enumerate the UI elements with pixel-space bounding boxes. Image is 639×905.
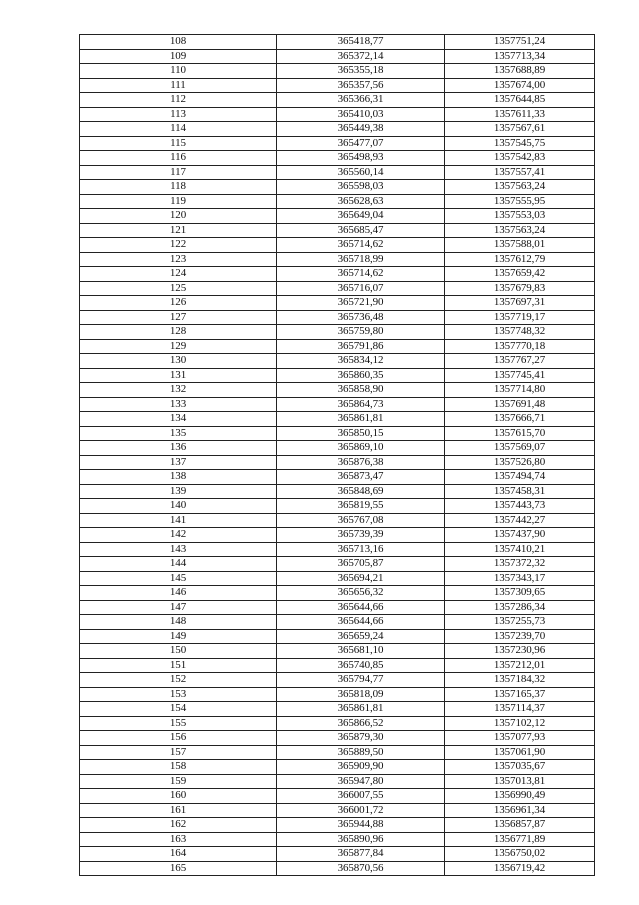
y-coordinate-cell: 1357165,37 — [445, 687, 595, 702]
table-row — [80, 760, 595, 775]
table-row — [80, 586, 595, 601]
point-number-cell: 111 — [80, 78, 277, 93]
point-number-cell: 123 — [80, 252, 277, 267]
point-number-cell: 112 — [80, 93, 277, 108]
table-row — [80, 122, 595, 137]
y-coordinate-cell: 1357526,80 — [445, 455, 595, 470]
x-coordinate-cell: 365736,48 — [277, 310, 445, 325]
y-coordinate-cell: 1357061,90 — [445, 745, 595, 760]
x-coordinate-cell: 365498,93 — [277, 151, 445, 166]
table-row — [80, 644, 595, 659]
point-number-cell: 159 — [80, 774, 277, 789]
x-coordinate-cell: 365850,15 — [277, 426, 445, 441]
table-row — [80, 310, 595, 325]
x-coordinate-cell: 366007,55 — [277, 789, 445, 804]
point-number-cell: 153 — [80, 687, 277, 702]
point-number-cell: 155 — [80, 716, 277, 731]
y-coordinate-cell: 1357553,03 — [445, 209, 595, 224]
x-coordinate-cell: 365649,04 — [277, 209, 445, 224]
table-row — [80, 252, 595, 267]
table-row — [80, 194, 595, 209]
table-row — [80, 107, 595, 122]
y-coordinate-cell: 1357443,73 — [445, 499, 595, 514]
x-coordinate-cell: 365759,80 — [277, 325, 445, 340]
x-coordinate-cell: 365740,85 — [277, 658, 445, 673]
table-row — [80, 847, 595, 862]
x-coordinate-cell: 365716,07 — [277, 281, 445, 296]
table-row — [80, 325, 595, 340]
table-row — [80, 658, 595, 673]
x-coordinate-cell: 365876,38 — [277, 455, 445, 470]
y-coordinate-cell: 1357239,70 — [445, 629, 595, 644]
table-row — [80, 339, 595, 354]
table-row — [80, 180, 595, 195]
y-coordinate-cell: 1357767,27 — [445, 354, 595, 369]
y-coordinate-cell: 1357563,24 — [445, 223, 595, 238]
table-row — [80, 832, 595, 847]
y-coordinate-cell: 1357745,41 — [445, 368, 595, 383]
y-coordinate-cell: 1357612,79 — [445, 252, 595, 267]
y-coordinate-cell: 1357212,01 — [445, 658, 595, 673]
table-row — [80, 818, 595, 833]
y-coordinate-cell: 1356750,02 — [445, 847, 595, 862]
x-coordinate-cell: 365659,24 — [277, 629, 445, 644]
table-row — [80, 281, 595, 296]
y-coordinate-cell: 1357184,32 — [445, 673, 595, 688]
y-coordinate-cell: 1357666,71 — [445, 412, 595, 427]
y-coordinate-cell: 1357611,33 — [445, 107, 595, 122]
y-coordinate-cell: 1357343,17 — [445, 571, 595, 586]
point-number-cell: 136 — [80, 441, 277, 456]
point-number-cell: 154 — [80, 702, 277, 717]
y-coordinate-cell: 1357691,48 — [445, 397, 595, 412]
y-coordinate-cell: 1357410,21 — [445, 542, 595, 557]
x-coordinate-cell: 365410,03 — [277, 107, 445, 122]
table-row — [80, 745, 595, 760]
y-coordinate-cell: 1356857,87 — [445, 818, 595, 833]
x-coordinate-cell: 365644,66 — [277, 615, 445, 630]
point-number-cell: 164 — [80, 847, 277, 862]
point-number-cell: 148 — [80, 615, 277, 630]
x-coordinate-cell: 365628,63 — [277, 194, 445, 209]
point-number-cell: 161 — [80, 803, 277, 818]
point-number-cell: 109 — [80, 49, 277, 64]
y-coordinate-cell: 1357286,34 — [445, 600, 595, 615]
point-number-cell: 146 — [80, 586, 277, 601]
x-coordinate-cell: 365477,07 — [277, 136, 445, 151]
y-coordinate-cell: 1357437,90 — [445, 528, 595, 543]
table-row — [80, 542, 595, 557]
table-row — [80, 426, 595, 441]
table-row — [80, 716, 595, 731]
x-coordinate-cell: 365947,80 — [277, 774, 445, 789]
point-number-cell: 119 — [80, 194, 277, 209]
x-coordinate-cell: 365869,10 — [277, 441, 445, 456]
table-row — [80, 528, 595, 543]
table-row — [80, 35, 595, 50]
x-coordinate-cell: 365355,18 — [277, 64, 445, 79]
point-number-cell: 149 — [80, 629, 277, 644]
coordinates-table-body — [80, 35, 595, 876]
table-row — [80, 455, 595, 470]
table-row — [80, 136, 595, 151]
y-coordinate-cell: 1357542,83 — [445, 151, 595, 166]
y-coordinate-cell: 1357569,07 — [445, 441, 595, 456]
x-coordinate-cell: 365718,99 — [277, 252, 445, 267]
y-coordinate-cell: 1357013,81 — [445, 774, 595, 789]
point-number-cell: 145 — [80, 571, 277, 586]
table-row — [80, 513, 595, 528]
x-coordinate-cell: 365357,56 — [277, 78, 445, 93]
y-coordinate-cell: 1357372,32 — [445, 557, 595, 572]
table-row — [80, 484, 595, 499]
x-coordinate-cell: 365944,88 — [277, 818, 445, 833]
point-number-cell: 130 — [80, 354, 277, 369]
point-number-cell: 152 — [80, 673, 277, 688]
table-row — [80, 354, 595, 369]
table-row — [80, 64, 595, 79]
point-number-cell: 120 — [80, 209, 277, 224]
y-coordinate-cell: 1357494,74 — [445, 470, 595, 485]
table-row — [80, 571, 595, 586]
y-coordinate-cell: 1357644,85 — [445, 93, 595, 108]
table-row — [80, 774, 595, 789]
y-coordinate-cell: 1357567,61 — [445, 122, 595, 137]
point-number-cell: 141 — [80, 513, 277, 528]
x-coordinate-cell: 365864,73 — [277, 397, 445, 412]
point-number-cell: 116 — [80, 151, 277, 166]
x-coordinate-cell: 365694,21 — [277, 571, 445, 586]
y-coordinate-cell: 1357555,95 — [445, 194, 595, 209]
table-row — [80, 238, 595, 253]
x-coordinate-cell: 365866,52 — [277, 716, 445, 731]
x-coordinate-cell: 365598,03 — [277, 180, 445, 195]
x-coordinate-cell: 365861,81 — [277, 412, 445, 427]
x-coordinate-cell: 365560,14 — [277, 165, 445, 180]
table-row — [80, 93, 595, 108]
point-number-cell: 125 — [80, 281, 277, 296]
y-coordinate-cell: 1357442,27 — [445, 513, 595, 528]
point-number-cell: 160 — [80, 789, 277, 804]
point-number-cell: 129 — [80, 339, 277, 354]
y-coordinate-cell: 1357255,73 — [445, 615, 595, 630]
point-number-cell: 137 — [80, 455, 277, 470]
point-number-cell: 139 — [80, 484, 277, 499]
point-number-cell: 110 — [80, 64, 277, 79]
point-number-cell: 127 — [80, 310, 277, 325]
y-coordinate-cell: 1357674,00 — [445, 78, 595, 93]
x-coordinate-cell: 365418,77 — [277, 35, 445, 50]
y-coordinate-cell: 1357588,01 — [445, 238, 595, 253]
x-coordinate-cell: 365858,90 — [277, 383, 445, 398]
y-coordinate-cell: 1356961,34 — [445, 803, 595, 818]
point-number-cell: 140 — [80, 499, 277, 514]
table-row — [80, 209, 595, 224]
x-coordinate-cell: 365861,81 — [277, 702, 445, 717]
table-row — [80, 397, 595, 412]
table-row — [80, 600, 595, 615]
point-number-cell: 158 — [80, 760, 277, 775]
point-number-cell: 134 — [80, 412, 277, 427]
point-number-cell: 156 — [80, 731, 277, 746]
x-coordinate-cell: 365366,31 — [277, 93, 445, 108]
point-number-cell: 117 — [80, 165, 277, 180]
table-row — [80, 557, 595, 572]
y-coordinate-cell: 1357679,83 — [445, 281, 595, 296]
table-row — [80, 731, 595, 746]
y-coordinate-cell: 1357230,96 — [445, 644, 595, 659]
x-coordinate-cell: 365681,10 — [277, 644, 445, 659]
table-row — [80, 441, 595, 456]
point-number-cell: 135 — [80, 426, 277, 441]
y-coordinate-cell: 1356771,89 — [445, 832, 595, 847]
x-coordinate-cell: 365848,69 — [277, 484, 445, 499]
x-coordinate-cell: 365739,39 — [277, 528, 445, 543]
y-coordinate-cell: 1357713,34 — [445, 49, 595, 64]
table-row — [80, 383, 595, 398]
point-number-cell: 124 — [80, 267, 277, 282]
coordinates-table — [79, 34, 595, 876]
point-number-cell: 113 — [80, 107, 277, 122]
table-row — [80, 861, 595, 876]
point-number-cell: 126 — [80, 296, 277, 311]
x-coordinate-cell: 365890,96 — [277, 832, 445, 847]
table-row — [80, 789, 595, 804]
point-number-cell: 143 — [80, 542, 277, 557]
table-row — [80, 368, 595, 383]
table-row — [80, 687, 595, 702]
table-row — [80, 78, 595, 93]
y-coordinate-cell: 1357688,89 — [445, 64, 595, 79]
table-row — [80, 151, 595, 166]
table-row — [80, 296, 595, 311]
x-coordinate-cell: 365656,32 — [277, 586, 445, 601]
y-coordinate-cell: 1357748,32 — [445, 325, 595, 340]
table-row — [80, 499, 595, 514]
x-coordinate-cell: 365889,50 — [277, 745, 445, 760]
y-coordinate-cell: 1357770,18 — [445, 339, 595, 354]
x-coordinate-cell: 365870,56 — [277, 861, 445, 876]
x-coordinate-cell: 365909,90 — [277, 760, 445, 775]
x-coordinate-cell: 365372,14 — [277, 49, 445, 64]
y-coordinate-cell: 1357719,17 — [445, 310, 595, 325]
x-coordinate-cell: 365794,77 — [277, 673, 445, 688]
point-number-cell: 121 — [80, 223, 277, 238]
point-number-cell: 150 — [80, 644, 277, 659]
point-number-cell: 165 — [80, 861, 277, 876]
x-coordinate-cell: 365818,09 — [277, 687, 445, 702]
y-coordinate-cell: 1357615,70 — [445, 426, 595, 441]
point-number-cell: 108 — [80, 35, 277, 50]
x-coordinate-cell: 365721,90 — [277, 296, 445, 311]
y-coordinate-cell: 1357557,41 — [445, 165, 595, 180]
x-coordinate-cell: 365873,47 — [277, 470, 445, 485]
x-coordinate-cell: 365860,35 — [277, 368, 445, 383]
table-row — [80, 615, 595, 630]
x-coordinate-cell: 365685,47 — [277, 223, 445, 238]
x-coordinate-cell: 366001,72 — [277, 803, 445, 818]
y-coordinate-cell: 1356719,42 — [445, 861, 595, 876]
table-row — [80, 165, 595, 180]
point-number-cell: 131 — [80, 368, 277, 383]
x-coordinate-cell: 365714,62 — [277, 238, 445, 253]
point-number-cell: 138 — [80, 470, 277, 485]
table-row — [80, 629, 595, 644]
y-coordinate-cell: 1357697,31 — [445, 296, 595, 311]
table-row — [80, 223, 595, 238]
y-coordinate-cell: 1357114,37 — [445, 702, 595, 717]
table-row — [80, 412, 595, 427]
y-coordinate-cell: 1357458,31 — [445, 484, 595, 499]
y-coordinate-cell: 1357714,80 — [445, 383, 595, 398]
x-coordinate-cell: 365714,62 — [277, 267, 445, 282]
point-number-cell: 118 — [80, 180, 277, 195]
y-coordinate-cell: 1357309,65 — [445, 586, 595, 601]
point-number-cell: 147 — [80, 600, 277, 615]
x-coordinate-cell: 365713,16 — [277, 542, 445, 557]
point-number-cell: 151 — [80, 658, 277, 673]
point-number-cell: 144 — [80, 557, 277, 572]
point-number-cell: 122 — [80, 238, 277, 253]
x-coordinate-cell: 365819,55 — [277, 499, 445, 514]
y-coordinate-cell: 1357102,12 — [445, 716, 595, 731]
table-row — [80, 803, 595, 818]
table-row — [80, 267, 595, 282]
y-coordinate-cell: 1357563,24 — [445, 180, 595, 195]
x-coordinate-cell: 365791,86 — [277, 339, 445, 354]
table-row — [80, 470, 595, 485]
y-coordinate-cell: 1357659,42 — [445, 267, 595, 282]
x-coordinate-cell: 365449,38 — [277, 122, 445, 137]
y-coordinate-cell: 1357035,67 — [445, 760, 595, 775]
point-number-cell: 142 — [80, 528, 277, 543]
point-number-cell: 133 — [80, 397, 277, 412]
point-number-cell: 114 — [80, 122, 277, 137]
table-row — [80, 673, 595, 688]
table-row — [80, 702, 595, 717]
table-row — [80, 49, 595, 64]
y-coordinate-cell: 1357077,93 — [445, 731, 595, 746]
x-coordinate-cell: 365877,84 — [277, 847, 445, 862]
point-number-cell: 163 — [80, 832, 277, 847]
y-coordinate-cell: 1356990,49 — [445, 789, 595, 804]
point-number-cell: 128 — [80, 325, 277, 340]
point-number-cell: 157 — [80, 745, 277, 760]
point-number-cell: 132 — [80, 383, 277, 398]
point-number-cell: 115 — [80, 136, 277, 151]
y-coordinate-cell: 1357545,75 — [445, 136, 595, 151]
y-coordinate-cell: 1357751,24 — [445, 35, 595, 50]
point-number-cell: 162 — [80, 818, 277, 833]
x-coordinate-cell: 365644,66 — [277, 600, 445, 615]
x-coordinate-cell: 365834,12 — [277, 354, 445, 369]
x-coordinate-cell: 365767,08 — [277, 513, 445, 528]
x-coordinate-cell: 365879,30 — [277, 731, 445, 746]
x-coordinate-cell: 365705,87 — [277, 557, 445, 572]
